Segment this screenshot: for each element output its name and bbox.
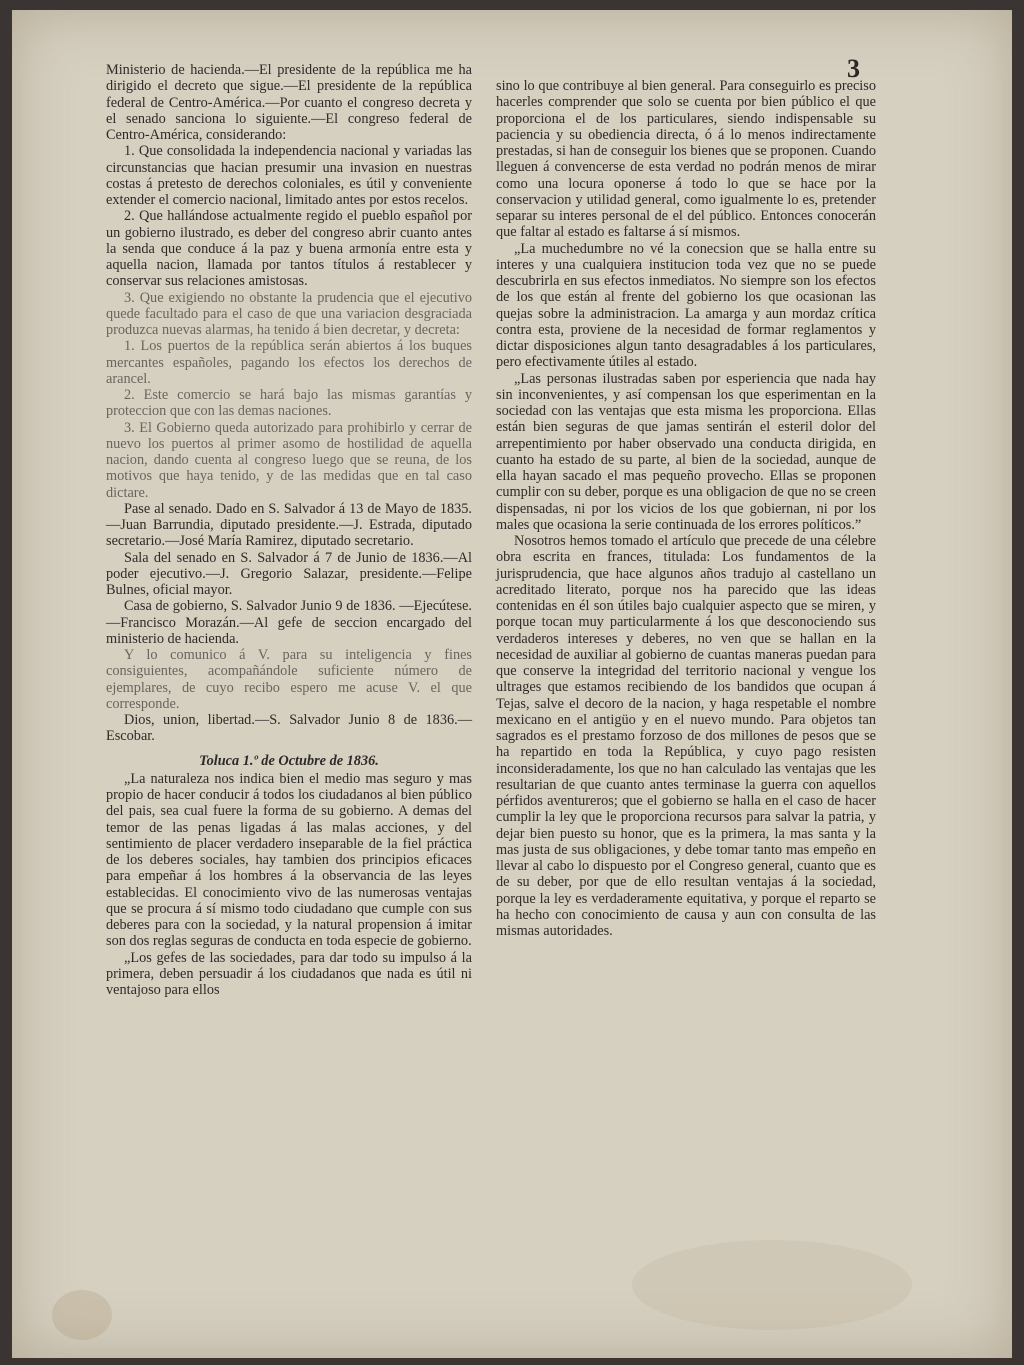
paragraph: Pase al senado. Dado en S. Salvador á 13 de Mayo de 1835.—Juan Barrundia, diputado presidente.—J. Estrada, diputado secretario.—José María Ramirez, diputado secretario. [106,500,472,550]
paragraph: „La muchedumbre no vé la conecsion que se halla entre su interes y una cualquiera institucion toda vez que no se puede descubrirla en sus efectos inmediatos. No siempre son los efectos de los que están al frente del gobierno los que ocasionan las quejas sobre la administracion. La amarga y aun mordaz crítica contra esta, proviene de la necesidad de formar reglamentos y dictar disposiciones algun tanto desagradables á los particulares, pero efectivamente útiles al estado. [496,240,876,371]
paragraph: 1. Los puertos de la república serán abiertos á los buques mercantes españoles, pagando los efectos los derechos de arancel. [106,338,472,387]
paragraph: 2. Que hallándose actualmente regido el pueblo español por un gobierno ilustrado, es deber del congreso abrir cuanto antes la senda que conduce á la paz y buena armonía entre esta y aquella nacion, llamada por tantos títulos á restablecer y conservar sus relaciones amistosas. [106,208,472,290]
paragraph: Nosotros hemos tomado el artículo que precede de una célebre obra escrita en frances, titulada: Los fundamentos de la jurisprudencia, que hace algunos años tradujo al castellano un acreditado literato, porque nos ha parecido que las ideas contenidas en él son útiles bajo cualquier aspecto que se miren, y porque tocan muy particularmente á los que desconociendo sus verdaderos intereses y deberes, no ven que se hallan en la necesidad de auxiliar al gobierno de cuantas maneras puedan para que conserve la integridad del territorio nacional y vengue los ultrages que estamos recibiendo de los bandidos que ocupan á Tejas, salve el decoro de la nacion, y haga respetable el nombre mexicano en el antigüo y en el nuevo mundo. Para objetos tan sagrados es el prestamo forzoso de dos millones de pesos que se ha repartido en toda la República, y cuyo pago resisten inconsideradamente, los que no han calculado las ventajas que les resultarian de que cuanto antes terminase la guerra con aquellos pérfidos aventureros; que el gobierno se halla en el caso de hacer cumplir la ley que le proporciona recursos para salvar la patria, y dejar bien puesto su honor, que es la primera, la mas santa y la mas justa de sus obligaciones, y debe tomar tanto mas empeño en llevar al cabo lo dispuesto por el Congreso general, cuanto que es de su deber, por que de ello resultan ventajas á la sociedad, porque la ley es verdaderamente equitativa, y porque el reparto se ha hecho con conocimiento de causa y aun con consulta de las mismas autoridades. [496,533,876,939]
paragraph: 3. Que exigiendo no obstante la prudencia que el ejecutivo quede facultado para el caso de que una variacion desgraciada produzca nuevas alarmas, ha tenido á bien decretar, y decreta: [106,289,472,338]
paper-stain [632,1240,912,1330]
paragraph: „La naturaleza nos indica bien el medio mas seguro y mas propio de hacer conducir á todos los ciudadanos al bien público del pais, sea cual fuere la forma de su gobierno. A demas del temor de las penas ligadas á las malas acciones, y del sentimiento de placer verdadero inseparable de la fiel práctica de los deberes sociales, hay tambien dos principios eficaces para empeñar á los hombres á la observancia de las leyes establecidas. El conocimiento vivo de las numerosas ventajas que se procura á sí mismo todo ciudadano que cumple con sus deberes para con la sociedad, y la natural propension á imitar son dos reglas seguras de conducta en toda especie de gobierno. [106,770,472,950]
paragraph: Sala del senado en S. Salvador á 7 de Junio de 1836.—Al poder ejecutivo.—J. Gregorio Salazar, presidente.—Felipe Bulnes, oficial mayor. [106,549,472,598]
paragraph: Ministerio de hacienda.—El presidente de la república me ha dirigido el decreto que sigue.—El presidente de la república federal de Centro-América.—Por cuanto el congreso decreta y el senado sanciona lo siguiente.—El congreso federal de Centro-América, considerando: [106,62,472,143]
page-number: 3 [847,54,860,83]
paragraph: Dios, union, libertad.—S. Salvador Junio 8 de 1836.—Escobar. [106,712,472,745]
paragraph: 3. El Gobierno queda autorizado para prohibirlo y cerrar de nuevo los puertos al primer asomo de hostilidad de aquella nacion, dando cuenta al congreso luego que se reuna, de los motivos que haya tenido, y de las medidas que en tal caso dictare. [106,419,472,501]
paragraph: Casa de gobierno, S. Salvador Junio 9 de 1836. —Ejecútese.—Francisco Morazán.—Al gefe de seccion encargado del ministerio de hacienda. [106,598,472,647]
paragraph: „Los gefes de las sociedades, para dar todo su impulso á la primera, deben persuadir á los ciudadanos que nada es útil ni ventajoso para ellos [106,949,472,998]
right-column [496,78,876,939]
paragraph: sino lo que contribuye al bien general. Para conseguirlo es preciso hacerles comprender que solo se cuenta por bien público el que proporciona el de los particulares, siendo indispensable su paciencia y su obediencia directa, ó á lo menos indirectamente prestadas, si han de conseguir los bienes que se proponen. Cuando lleguen á convencerse de esta verdad no podrán menos de mirar como una locura oponerse á todo lo que se hace por la conservacion y utilidad general, como igualmente lo es, pretender separar su interes personal de el del público. Entonces conocerán que faltar al estado es faltarse á sí mismos. [496,78,876,241]
paragraph: 1. Que consolidada la independencia nacional y variadas las circunstancias que hacian presumir una invasion en nuestras costas á pretesto de derechos coloniales, es útil y conveniente extender el comercio nacional, limitado antes por estos recelos. [106,143,472,208]
left-column [106,62,472,998]
paper-stain [52,1290,112,1340]
paragraph: Y lo comunico á V. para su inteligencia y fines consiguientes, acompañándole suficiente número de ejemplares, de cuyo recibo espero me acuse V. el que corresponde. [106,647,472,712]
paragraph: „Las personas ilustradas saben por esperiencia que nada hay sin inconvenientes, y así compensan los que esperimentan en la sociedad con las ventajas que esta misma les proporciona. Ellas están bien seguras de que jamas sentirán el esteril dolor del arrepentimiento por haber observado una conducta dirigida, en cuanto ha estado de su parte, al bien de la sociedad, aunque de ella hayan sacado el mas pequeño provecho. Ellas se proponen cumplir con su deber, porque es una obligacion de que no se creen dispensadas, ni por los vicios de los que gobiernan, ni por los males que ocasiona la serie continuada de los errores políticos.” [496,370,876,533]
paragraph: 2. Este comercio se hará bajo las mismas garantías y proteccion que con las demas naciones. [106,387,472,420]
dateline: Toluca 1.º de Octubre de 1836. [199,752,379,769]
